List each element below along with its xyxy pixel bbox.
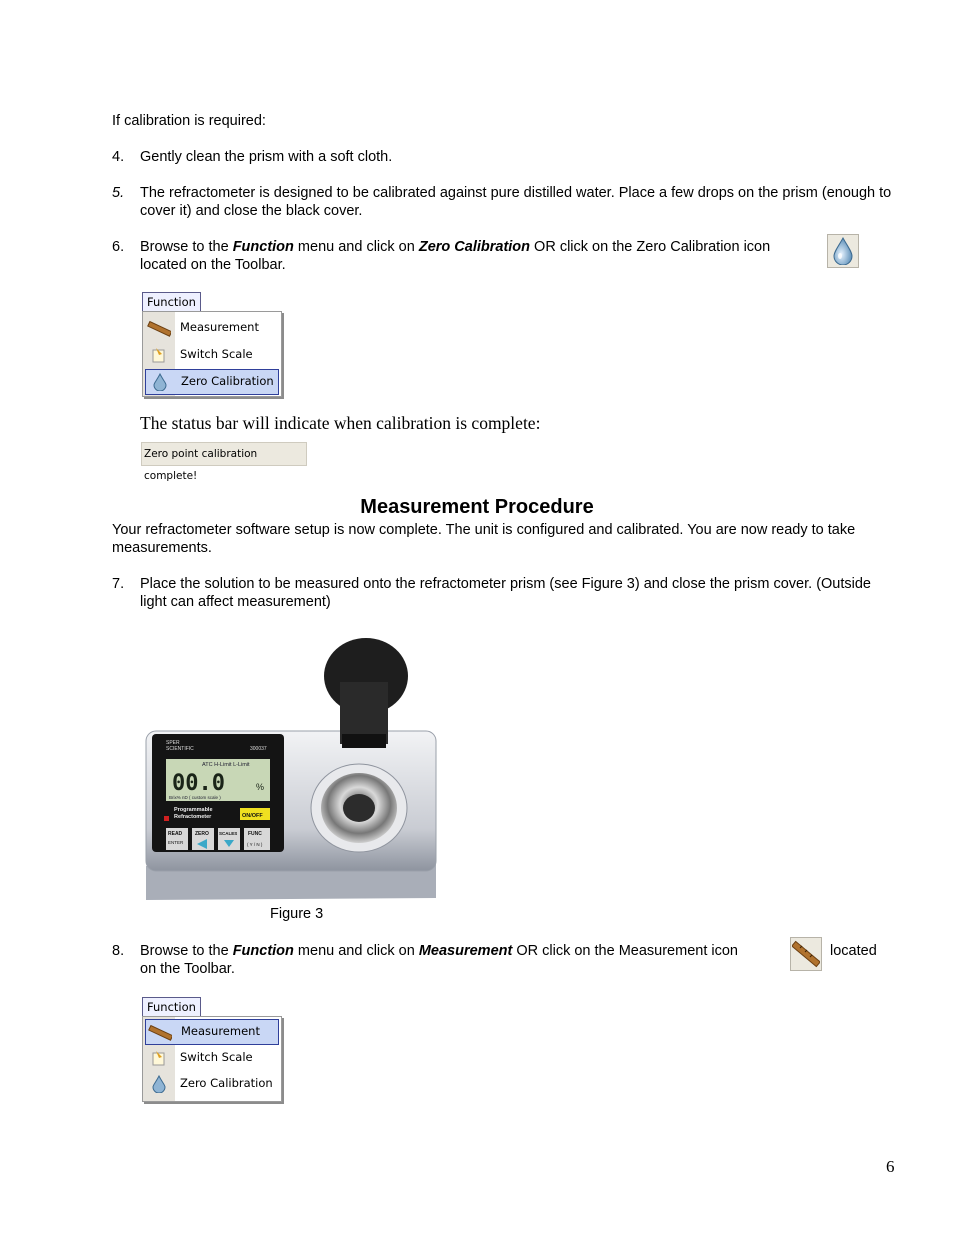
- step-number: 4.: [112, 149, 125, 165]
- refractometer-illustration: [144, 636, 440, 902]
- step-text: [140, 238, 892, 274]
- ruler-icon: [792, 940, 820, 968]
- step-text: Place the solution to be measured onto the refractometer prism (see Figure 3) and close the prism cover. (Outside light can affect measurement): [140, 576, 871, 610]
- device-scales-label: SCALES: [219, 831, 238, 836]
- lcd-scale-labels: Brix% nD ( custom scale ): [169, 795, 221, 800]
- text-run: located on the Toolbar.: [140, 257, 286, 273]
- led-indicator: [164, 816, 169, 821]
- status-bar-intro: The status bar will indicate when calibration is complete:: [140, 413, 541, 433]
- measurement-ref: Measurement: [418, 943, 513, 959]
- ruler-icon: [147, 318, 171, 338]
- lcd-reading: 00.0: [172, 771, 225, 796]
- device-onoff-label: ON/OFF: [242, 813, 263, 819]
- measurement-toolbar-button[interactable]: [790, 937, 822, 971]
- function-menu-ref: Function: [232, 239, 294, 255]
- zero-calibration-ref: Zero Calibration: [418, 239, 531, 255]
- device-label-refractometer: Refractometer: [174, 814, 212, 820]
- device-yn-label: ( Y / N ): [247, 842, 263, 847]
- function-menu-dropdown: [142, 1016, 282, 1102]
- menu-item-zero-calibration[interactable]: [145, 1072, 277, 1096]
- text-run: menu and click on: [293, 943, 419, 959]
- step-number: 5.: [112, 185, 125, 201]
- water-drop-icon: [148, 372, 172, 392]
- step-number: 6.: [112, 239, 125, 255]
- function-menu-ref: Function: [232, 943, 294, 959]
- intro-text: If calibration is required:: [112, 113, 266, 129]
- device-model: 300037: [250, 746, 267, 752]
- section-heading: Measurement Procedure: [360, 496, 594, 518]
- step-number: 8.: [112, 943, 125, 959]
- device-read-label: READ: [168, 831, 183, 837]
- water-drop-icon: [147, 1074, 171, 1094]
- menu-item-label: Measurement: [181, 1024, 260, 1038]
- menu-item-switch-scale[interactable]: [145, 343, 277, 367]
- page-number: 6: [886, 1157, 895, 1176]
- switch-scale-icon: [147, 345, 171, 365]
- located-text: located: [830, 943, 877, 959]
- text-run: menu and click on: [293, 239, 419, 255]
- zero-calibration-toolbar-button[interactable]: [827, 234, 859, 268]
- function-menu-dropdown: [142, 311, 282, 397]
- menu-item-label: Zero Calibration: [181, 374, 274, 388]
- function-menu-title[interactable]: Function: [142, 997, 201, 1017]
- step-text: The refractometer is designed to be calibrated against pure distilled water. Place a few drops on the prism (enough to cover it) and close the black cover.: [140, 185, 892, 219]
- menu-item-label: Zero Calibration: [180, 1076, 273, 1090]
- step-text: [140, 942, 820, 978]
- device-brand-line1: SPER: [166, 740, 180, 746]
- text-run: Browse to the: [140, 239, 233, 255]
- ruler-icon: [148, 1022, 172, 1042]
- function-menu-title[interactable]: Function: [142, 292, 201, 312]
- text-run: on the Toolbar.: [140, 961, 235, 977]
- menu-item-switch-scale[interactable]: [145, 1046, 277, 1070]
- step-number: 7.: [112, 576, 125, 592]
- heading-paragraph: Your refractometer software setup is now complete. The unit is configured and calibrated. You are now ready to take measurements.: [112, 522, 856, 556]
- menu-item-label: Switch Scale: [180, 347, 253, 361]
- menu-item-label: Switch Scale: [180, 1050, 253, 1064]
- switch-scale-icon: [147, 1048, 171, 1068]
- lcd-indicators: ATC H-Limit L-Limit: [202, 762, 250, 768]
- menu-item-zero-calibration[interactable]: [145, 369, 279, 395]
- figure-caption: Figure 3: [270, 906, 324, 922]
- refractometer-figure: [144, 636, 440, 902]
- device-func-label: FUNC: [248, 831, 262, 837]
- text-run: OR click on the Measurement icon: [512, 943, 738, 959]
- menu-item-measurement[interactable]: [145, 1019, 279, 1045]
- lcd-unit: %: [256, 782, 265, 792]
- device-brand-line2: SCIENTIFIC: [166, 746, 194, 752]
- device-label-programmable: Programmable: [174, 807, 213, 813]
- water-drop-icon: [832, 237, 854, 265]
- text-run: OR click on the Zero Calibration icon: [530, 239, 771, 255]
- menu-item-label: Measurement: [180, 320, 259, 334]
- menu-item-measurement[interactable]: [145, 316, 277, 340]
- step-text: Gently clean the prism with a soft cloth.: [140, 149, 393, 165]
- device-enter-label: ENTER: [168, 840, 184, 845]
- status-bar: Zero point calibration complete!: [141, 442, 307, 466]
- device-zero-label: ZERO: [195, 831, 209, 837]
- text-run: Browse to the: [140, 943, 233, 959]
